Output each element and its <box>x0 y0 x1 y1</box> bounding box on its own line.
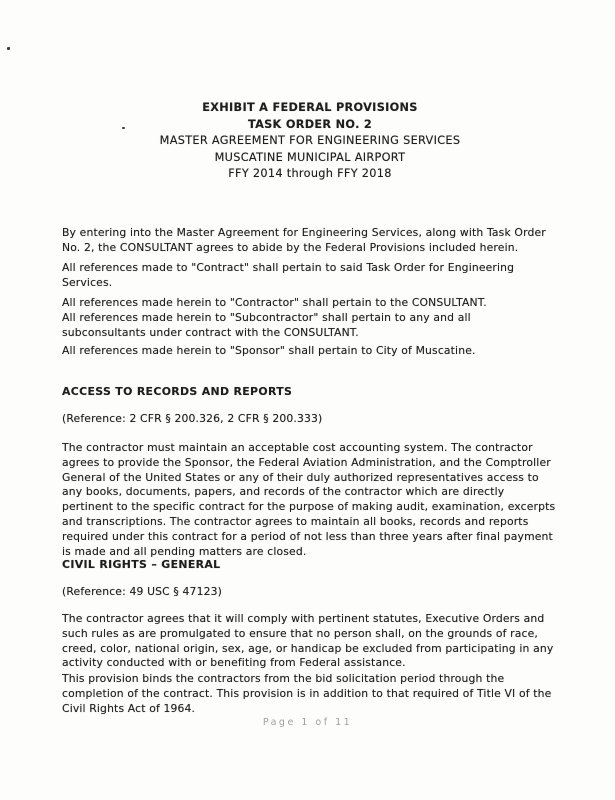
section-paragraph: The contractor agrees that it will comply with pertinent statutes, Executive Orders and such rules as are promulgated to ensure that no person shall, on the grounds of race, creed, color, national origin, sex, age, or handicap be excluded from participating in any activity conducted with or benefiting from Federal assistance. <box>62 612 554 670</box>
section-paragraph: The contractor must maintain an acceptable cost accounting system. The contractor agrees to provide the Sponsor, the Federal Aviation Administration, and the Comptroller General of the United States or any of their duly authorized representatives access to any books, documents, papers, and records of the contractor which are directly pertinent to the specific contract for the purpose of making audit, examination, excerpts and transcriptions. The contractor agrees to maintain all books, records and reports required under this contract for a period of not less than three years after final payment is made and all pending matters are closed. <box>62 441 556 558</box>
intro-paragraph: By entering into the Master Agreement for Engineering Services, along with Task Order No. 2, the CONSULTANT agrees to abide by the Federal Provisions included herein. <box>62 226 546 254</box>
document-title-block <box>62 100 558 183</box>
intro-paragraph: All references made herein to "Sponsor" shall pertain to City of Muscatine. <box>62 344 476 357</box>
section-reference: (Reference: 49 USC § 47123) <box>62 585 222 598</box>
ffy-range: FFY 2014 through FFY 2018 <box>228 167 392 180</box>
section-heading-civil-rights: CIVIL RIGHTS – GENERAL <box>62 558 221 571</box>
intro-paragraph: All references made to "Contract" shall pertain to said Task Order for Engineering Services. <box>62 261 515 289</box>
page-number: Page 1 of 11 <box>262 717 353 728</box>
section-reference: (Reference: 2 CFR § 200.326, 2 CFR § 200.333) <box>62 412 323 425</box>
intro-paragraph: All references made herein to "Contractor" shall pertain to the CONSULTANT. <box>62 296 487 309</box>
section-paragraph: This provision binds the contractors from the bid solicitation period through the completion of the contract. This provision is in addition to that required of Title VI of the Civil Rights Act of 1964. <box>62 672 552 715</box>
master-agreement-title: MASTER AGREEMENT FOR ENGINEERING SERVICES <box>159 134 461 147</box>
intro-paragraph: All references made herein to "Subcontractor" shall pertain to any and all subconsultants under contract with the CONSULTANT. <box>62 311 471 339</box>
airport-title: MUSCATINE MUNICIPAL AIRPORT <box>214 150 406 164</box>
section-heading-access-to-records: ACCESS TO RECORDS AND REPORTS <box>62 385 293 398</box>
task-order-title: TASK ORDER NO. 2 <box>247 117 373 131</box>
exhibit-title: EXHIBIT A FEDERAL PROVISIONS <box>202 101 418 114</box>
scan-speck <box>7 47 10 50</box>
